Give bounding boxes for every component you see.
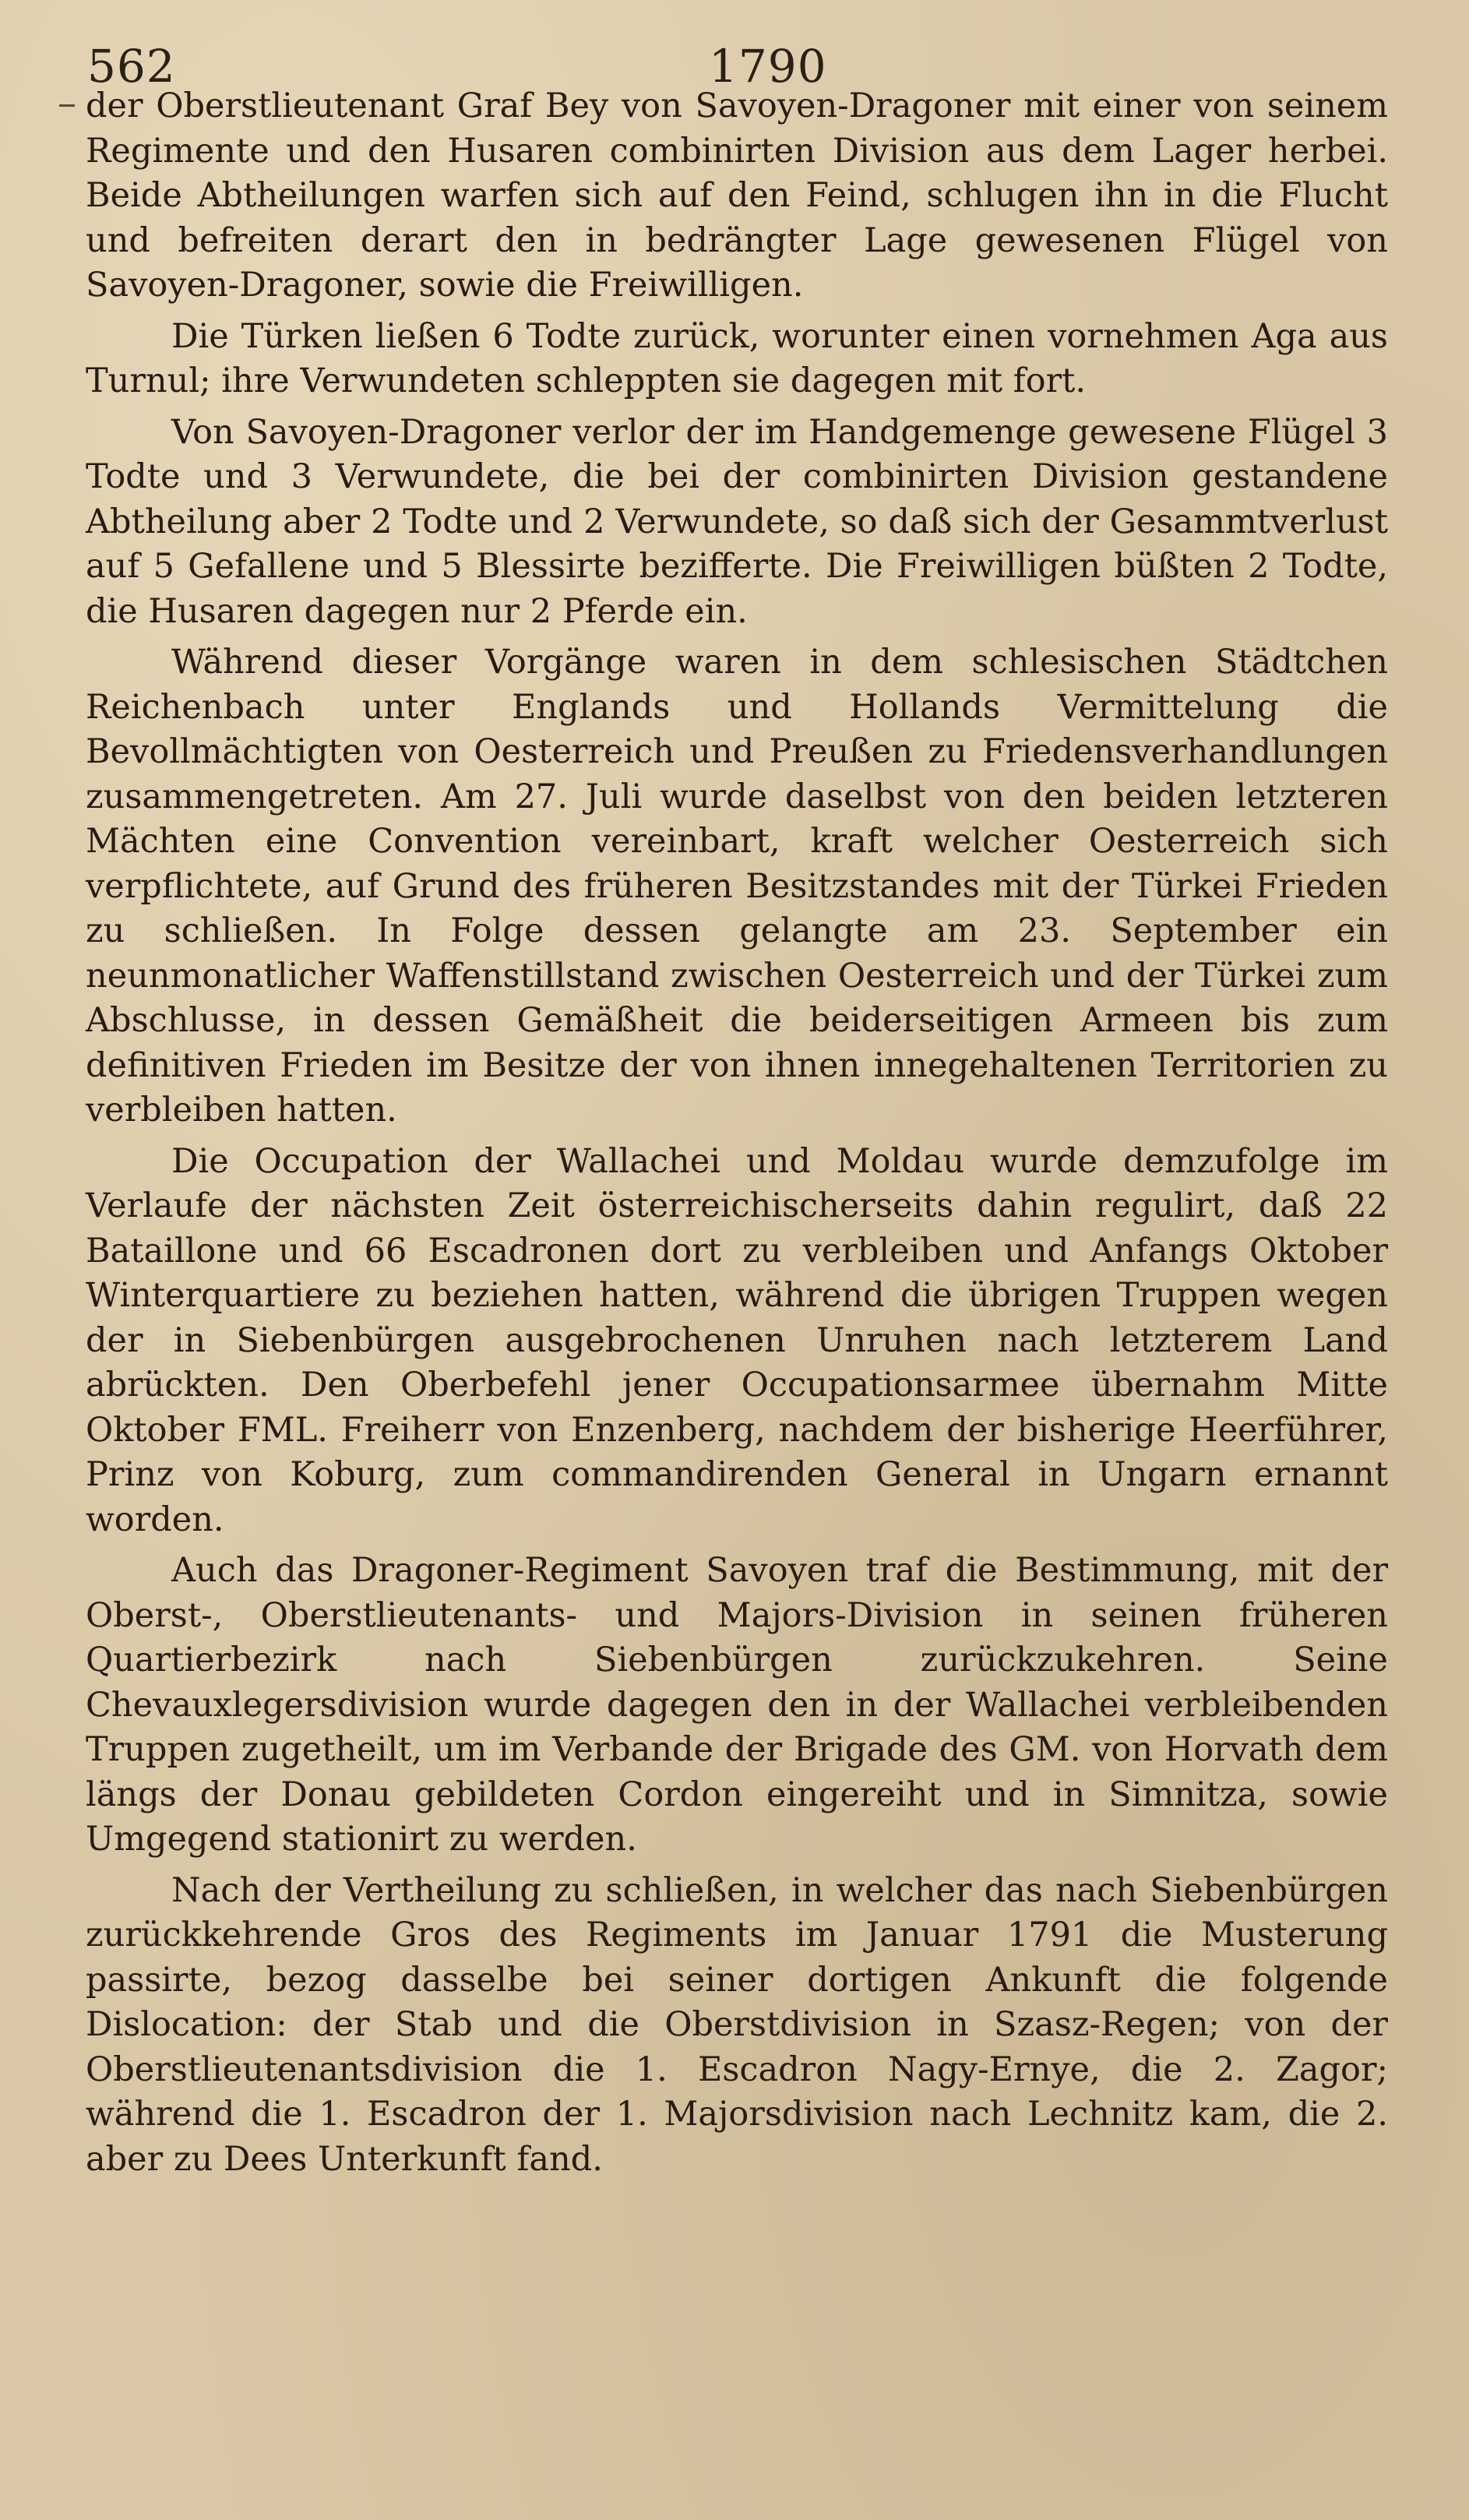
running-head-year: 1790 bbox=[709, 40, 827, 93]
paragraph-continuation: der Oberstlieutenant Graf Bey von Savoyen-Dragoner mit einer von seinem Regimente und den Husaren combinirten Division aus dem Lager herbei. Beide Abtheilungen warfen sich auf den Feind, schlugen ihn in die Flucht und befreiten derart den in bedrängter Lage gewesenen Flügel von Savoyen-Dragoner, sowie die Freiwilligen. bbox=[86, 86, 1388, 305]
margin-dash-mark bbox=[59, 104, 75, 107]
page-number: 562 bbox=[87, 40, 176, 93]
paragraph: Während dieser Vorgänge waren in dem schlesischen Städtchen Reichenbach unter Englands und Hollands Vermittelung die Bevollmächtigten von Oesterreich und Preußen zu Friedensverhandlungen zusammengetreten. Am 27. Juli wurde daselbst von den beiden letzteren Mächten eine Convention vereinbart, kraft welcher Oesterreich sich verpflichtete, auf Grund des früheren Besitzstandes mit der Türkei Frieden zu schließen. In Folge dessen gelangte am 23. September ein neunmonatlicher Waffenstillstand zwischen Oesterreich und der Türkei zum Abschlusse, in dessen Gemäßheit die beiderseitigen Armeen bis zum definitiven Frieden im Besitze der von ihnen innegehaltenen Territorien zu verbleiben hatten. bbox=[86, 643, 1388, 1130]
paragraph: Auch das Dragoner-Regiment Savoyen traf die Bestimmung, mit der Oberst-, Oberstlieutenants- und Majors-Division in seinen früheren Quartierbezirk nach Siebenbürgen zurückzukehren. Seine Chevauxlegersdivision wurde dagegen den in der Wallachei verbleibenden Truppen zugetheilt, um im Verbande der Brigade des GM. von Horvath dem längs der Donau gebildeten Cordon eingereiht und in Simnitza, sowie Umgegend stationirt zu werden. bbox=[86, 1551, 1388, 1859]
paragraph: Die Occupation der Wallachei und Moldau wurde demzufolge im Verlaufe der nächsten Zeit österreichischerseits dahin regulirt, daß 22 Bataillone und 66 Escadronen dort zu verbleiben und Anfangs Oktober Winterquartiere zu beziehen hatten, während die übrigen Truppen wegen der in Siebenbürgen ausgebrochenen Unruhen nach letzterem Land abrückten. Den Oberbefehl jener Occupationsarmee übernahm Mitte Oktober FML. Freiherr von Enzenberg, nachdem der bisherige Heerführer, Prinz von Koburg, zum commandirenden General in Ungarn ernannt worden. bbox=[86, 1141, 1388, 1539]
paragraph: Von Savoyen-Dragoner verlor der im Handgemenge gewesene Flügel 3 Todte und 3 Verwundete, die bei der combinirten Division gestandene Abtheilung aber 2 Todte und 2 Verwundete, so daß sich der Gesammtverlust auf 5 Gefallene und 5 Blessirte bezifferte. Die Freiwilligen büßten 2 Todte, die Husaren dagegen nur 2 Pferde ein. bbox=[86, 412, 1388, 631]
paragraph: Nach der Vertheilung zu schließen, in welcher das nach Siebenbürgen zurückkehrende Gros des Regiments im Januar 1791 die Musterung passirte, bezog dasselbe bei seiner dortigen Ankunft die folgende Dislocation: der Stab und die Oberstdivision in Szasz-Regen; von der Oberstlieutenantsdivision die 1. Escadron Nagy-Ernye, die 2. Zagor; während die 1. Escadron der 1. Majorsdivision nach Lechnitz kam, die 2. aber zu Dees Unterkunft fand. bbox=[86, 1870, 1388, 2179]
paragraph: Die Türken ließen 6 Todte zurück, worunter einen vornehmen Aga aus Turnul; ihre Verwundeten schleppten sie dagegen mit fort. bbox=[86, 316, 1388, 400]
body-text bbox=[86, 84, 1388, 2188]
